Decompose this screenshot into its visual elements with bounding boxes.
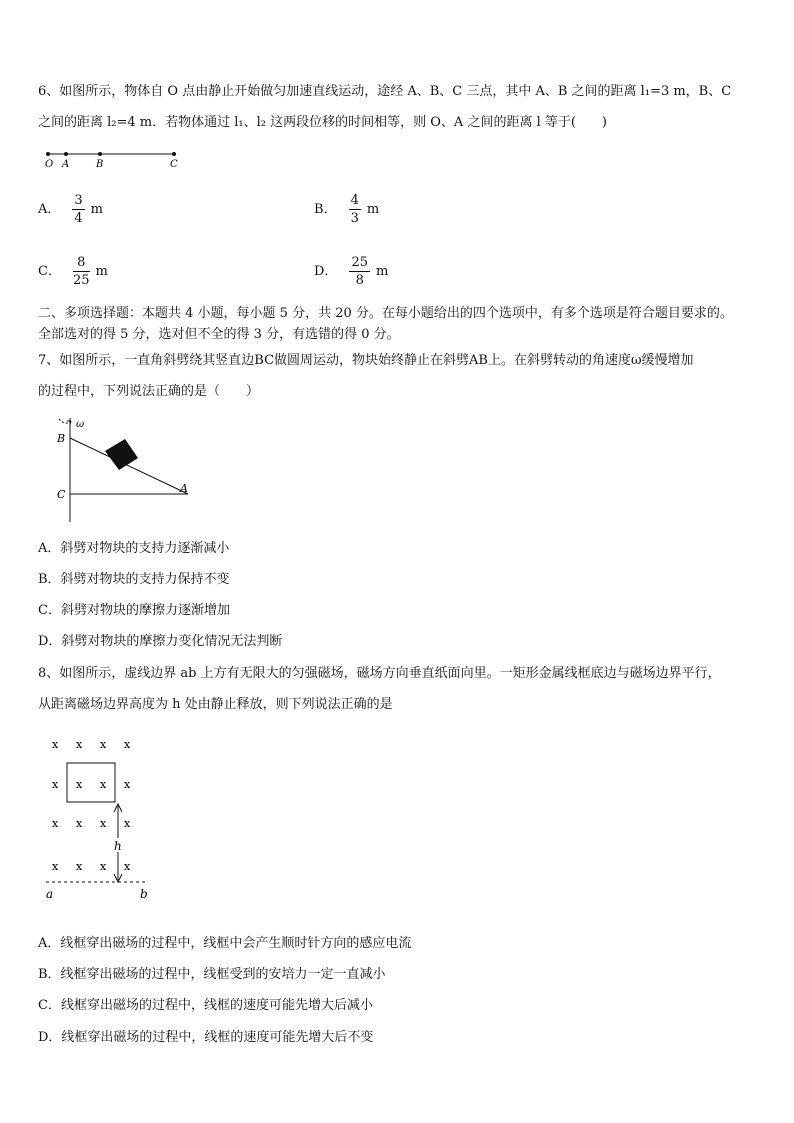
fraction: $\frac{8}{25}$: [72, 255, 90, 288]
label-b: B: [57, 432, 66, 445]
block: [105, 439, 138, 470]
point-b: [98, 152, 102, 156]
svg-text:x: x: [100, 817, 107, 830]
q7-option-a[interactable]: A．斜劈对物块的支持力逐渐减小: [38, 541, 230, 556]
point-c: [172, 152, 176, 156]
q7-option-b[interactable]: B．斜劈对物块的支持力保持不变: [38, 572, 230, 587]
section2-instructions-line1: 二、多项选择题：本题共 4 小题，每小题 5 分，共 20 分。在每小题给出的四个选项中，有多个选项是符合题目要求的。: [38, 306, 733, 321]
label-b: b: [140, 887, 148, 901]
svg-text:x: x: [76, 778, 83, 791]
q6-option-d[interactable]: D． $\frac{25}{8}$ m: [314, 255, 389, 288]
q6-stem-line2: 之间的距离 l₂=4 m．若物体通过 l₁、l₂ 这两段位移的时间相等，则 O、A 之间的距离 l 等于( ): [38, 115, 608, 130]
q7-option-c[interactable]: C．斜劈对物块的摩擦力逐渐增加: [38, 603, 230, 618]
q7-wedge-diagram: [54, 414, 204, 526]
q8-stem-line1: 8、如图所示，虚线边界 ab 上方有无限大的匀强磁场，磁场方向垂直纸面向里。一矩形金属线框底边与磁场边界平行，: [38, 666, 721, 681]
svg-text:x: x: [76, 860, 83, 873]
q8-option-a[interactable]: A．线框穿出磁场的过程中，线框中会产生顺时针方向的感应电流: [38, 936, 412, 951]
q6-stem-line1: 6、如图所示，物体自 O 点由静止开始做匀加速直线运动，途经 A、B、C 三点，其中 A、B 之间的距离 l₁=3 m，B、C: [38, 84, 732, 99]
q6-option-b[interactable]: B． $\frac{4}{3}$ m: [314, 193, 380, 226]
option-letter: A．: [38, 202, 61, 217]
q6-option-c[interactable]: C． $\frac{8}{25}$ m: [38, 255, 108, 288]
q7-option-d[interactable]: D．斜劈对物块的摩擦力变化情况无法判断: [38, 634, 283, 649]
label-b: B: [96, 159, 104, 170]
label-c: C: [170, 159, 178, 170]
q6-line-diagram: [40, 146, 190, 170]
svg-text:x: x: [124, 778, 131, 791]
q6-option-a[interactable]: A． $\frac{3}{4}$ m: [38, 193, 103, 226]
label-a: A: [62, 159, 70, 170]
q8-magnetic-field-diagram: [40, 734, 160, 904]
svg-text:x: x: [52, 817, 59, 830]
svg-text:x: x: [52, 738, 59, 751]
svg-text:x: x: [76, 817, 83, 830]
svg-text:x: x: [100, 738, 107, 751]
svg-text:x: x: [124, 817, 131, 830]
q8-option-c[interactable]: C．线框穿出磁场的过程中，线框的速度可能先增大后减小: [38, 998, 373, 1013]
q8-option-b[interactable]: B．线框穿出磁场的过程中，线框受到的安培力一定一直减小: [38, 967, 386, 982]
svg-text:x: x: [52, 778, 59, 791]
q8-option-d[interactable]: D．线框穿出磁场的过程中，线框的速度可能先增大后不变: [38, 1030, 374, 1045]
label-a: a: [46, 887, 54, 901]
svg-text:x: x: [124, 738, 131, 751]
q8-stem-line2: 从距离磁场边界高度为 h 处由静止释放，则下列说法正确的是: [38, 697, 393, 712]
fraction: $\frac{25}{8}$: [351, 255, 368, 288]
svg-text:x: x: [100, 860, 107, 873]
point-a: [64, 152, 68, 156]
label-a: A: [180, 482, 188, 495]
svg-text:x: x: [52, 860, 59, 873]
fraction: $\frac{3}{4}$: [74, 193, 83, 226]
label-omega: ω: [76, 419, 85, 430]
option-letter: D．: [314, 264, 338, 279]
label-o: O: [45, 159, 54, 170]
fraction: $\frac{4}{3}$: [350, 193, 359, 226]
q7-stem-line1: 7、如图所示，一直角斜劈绕其竖直边BC做圆周运动，物块始终静止在斜劈AB上。在斜劈转动的角速度ω缓慢增加: [38, 353, 694, 368]
section2-instructions-line2: 全部选对的得 5 分，选对但不全的得 3 分，有选错的得 0 分。: [38, 327, 400, 342]
svg-text:x: x: [100, 778, 107, 791]
svg-text:x: x: [124, 860, 131, 873]
option-letter: B．: [314, 202, 337, 217]
point-o: [46, 152, 50, 156]
svg-text:x: x: [76, 738, 83, 751]
label-c: C: [57, 488, 66, 501]
label-h: h: [114, 839, 122, 853]
option-letter: C．: [38, 264, 61, 279]
wire-frame: [67, 763, 115, 802]
q7-stem-line2: 的过程中，下列说法正确的是（ ）: [38, 384, 260, 399]
